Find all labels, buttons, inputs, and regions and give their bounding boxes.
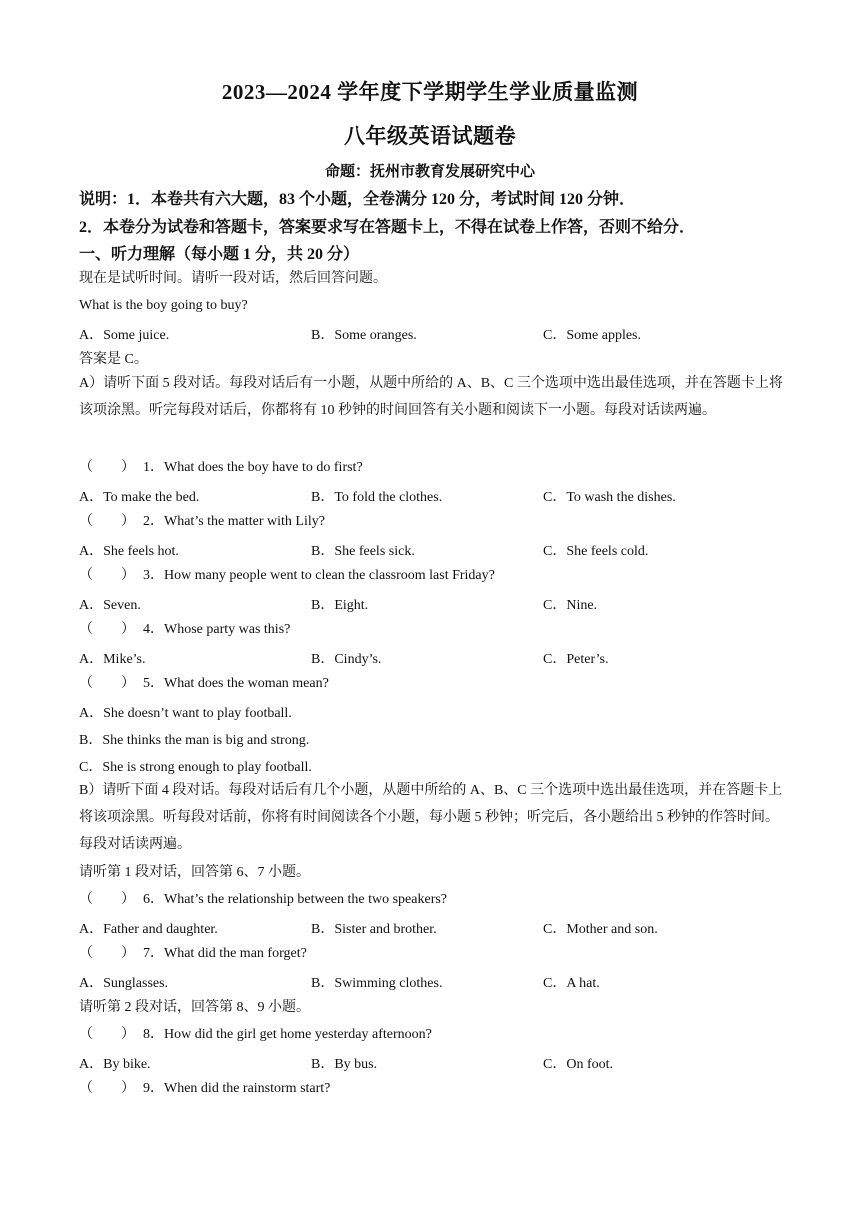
q2-option-c: C．She feels cold. (543, 544, 649, 559)
section-title: 一、听力理解（每小题 1 分，共 20 分） (79, 246, 360, 263)
note-2: 2．本卷分为试卷和答题卡，答案要求写在答题卡上，不得在试卷上作答，否则不给分． (79, 219, 696, 236)
q3-option-a: A．Seven. (79, 598, 141, 613)
q5-option-b: B．She thinks the man is big and strong. (79, 733, 310, 748)
question-3 (79, 567, 495, 585)
question-8 (79, 1026, 432, 1044)
answer-bracket: （ ） (79, 946, 135, 961)
exam-subtitle: 八年级英语试题卷 (344, 124, 516, 148)
question-text: 5．What does the woman mean? (143, 676, 329, 691)
part-a-instructions: A）请听下面 5 段对话。每段对话后有一小题，从题中所给的 A、B、C 三个选项中选出最佳选项，并在答题卡上将该项涂黑。听完每段对话后，你都将有 10 秒钟的时间回答有关小题和阅读下一小题。每段对话读两遍。 (79, 376, 783, 418)
q4-option-c: C．Peter’s. (543, 652, 609, 667)
q6-option-b: B．Sister and brother. (311, 922, 437, 937)
question-6 (79, 891, 447, 909)
question-5 (79, 675, 329, 693)
question-text: 2．What’s the matter with Lily? (143, 514, 325, 529)
q2-option-b: B．She feels sick. (311, 544, 415, 559)
example-option-a: A．Some juice. (79, 328, 170, 343)
q1-option-c: C．To wash the dishes. (543, 490, 676, 505)
q8-option-c: C．On foot. (543, 1057, 613, 1072)
exam-author: 命题：抚州市教育发展研究中心 (324, 164, 535, 180)
q6-option-c: C．Mother and son. (543, 922, 658, 937)
question-1 (79, 459, 363, 477)
question-text: 3．How many people went to clean the classroom last Friday? (143, 568, 495, 583)
exam-title: 2023—2024 学年度下学期学生学业质量监测 (221, 80, 639, 104)
dialog-1-intro: 请听第 1 段对话，回答第 6、7 小题。 (79, 865, 310, 880)
question-text: 6．What’s the relationship between the two speakers? (143, 892, 448, 907)
note-1: 说明：1．本卷共有六大题，83 个小题，全卷满分 120 分，考试时间 120 分钟． (79, 191, 636, 208)
question-text: 7．What did the man forget? (143, 946, 307, 961)
question-text: 1．What does the boy have to do first? (143, 460, 363, 475)
q3-option-b: B．Eight. (311, 598, 369, 613)
answer-bracket: （ ） (79, 514, 135, 529)
question-7 (79, 945, 307, 963)
example-question: What is the boy going to buy? (79, 298, 248, 313)
q6-option-a: A．Father and daughter. (79, 922, 218, 937)
dialog-2-intro: 请听第 2 段对话，回答第 8、9 小题。 (79, 1000, 310, 1015)
q7-option-a: A．Sunglasses. (79, 976, 169, 991)
q1-option-b: B．To fold the clothes. (311, 490, 443, 505)
answer-bracket: （ ） (79, 1081, 135, 1096)
q5-option-c: C．She is strong enough to play football. (79, 760, 312, 775)
q8-option-a: A．By bike. (79, 1057, 151, 1072)
answer-bracket: （ ） (79, 460, 135, 475)
question-text: 8．How did the girl get home yesterday afternoon? (143, 1027, 432, 1042)
question-2 (79, 513, 325, 531)
answer-bracket: （ ） (79, 568, 135, 583)
question-text: 4．Whose party was this? (143, 622, 291, 637)
trial-intro: 现在是试听时间。请听一段对话，然后回答问题。 (79, 271, 387, 286)
q5-option-a: A．She doesn’t want to play football. (79, 706, 292, 721)
q8-option-b: B．By bus. (311, 1057, 378, 1072)
question-9 (79, 1080, 330, 1098)
q2-option-a: A．She feels hot. (79, 544, 179, 559)
example-answer: 答案是 C。 (79, 352, 148, 367)
answer-bracket: （ ） (79, 676, 135, 691)
example-option-c: C．Some apples. (543, 328, 641, 343)
q4-option-a: A．Mike’s. (79, 652, 146, 667)
q4-option-b: B．Cindy’s. (311, 652, 382, 667)
q7-option-c: C．A hat. (543, 976, 600, 991)
answer-bracket: （ ） (79, 622, 135, 637)
part-b-instructions: B）请听下面 4 段对话。每段对话后有几个小题，从题中所给的 A、B、C 三个选项中选出最佳选项，并在答题卡上将该项涂黑。听每段对话前，你将有时间阅读各个小题，每小题 5 秒钟；听完后，各小题给出 5 秒钟的作答时间。每段对话读两遍。 (79, 783, 783, 852)
q3-option-c: C．Nine. (543, 598, 598, 613)
question-4 (79, 621, 290, 639)
example-option-b: B．Some oranges. (311, 328, 417, 343)
answer-bracket: （ ） (79, 892, 135, 907)
question-text: 9．When did the rainstorm start? (143, 1081, 331, 1096)
q1-option-a: A．To make the bed. (79, 490, 200, 505)
q7-option-b: B．Swimming clothes. (311, 976, 443, 991)
answer-bracket: （ ） (79, 1027, 135, 1042)
